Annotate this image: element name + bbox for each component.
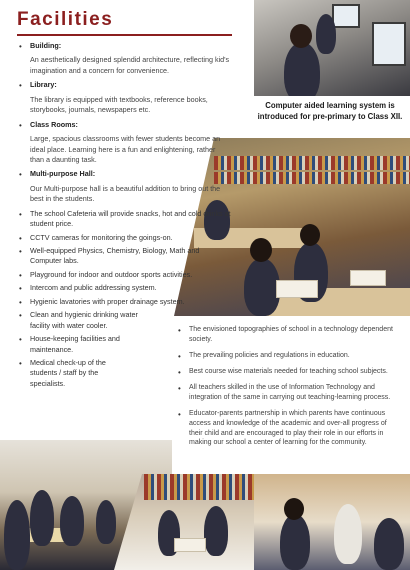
open-book [174, 538, 206, 552]
facility-text: Intercom and public addressing system. [30, 283, 157, 293]
student-head [250, 238, 272, 262]
bullet-icon: • [19, 297, 22, 307]
list-item [19, 297, 231, 307]
point-text: Educator-parents partnership in which parents have continuous access and knowledge of the academic and over-all progress of their child and are encouraged to play their role in our efforts in making our school a center of learning for the community. [189, 409, 387, 447]
facility-description: An aesthetically designed splendid architecture, reflecting kid's imagination and a concern for convenience. [30, 55, 230, 75]
facility-heading: Library: [30, 80, 57, 90]
student-head [300, 224, 320, 246]
science-lab-photo [254, 474, 410, 570]
teacher-figure [334, 504, 362, 564]
bookshelf-graphic [214, 172, 410, 184]
bullet-icon: • [178, 351, 181, 361]
student-figure [280, 514, 310, 570]
student-figure [4, 500, 30, 570]
bullet-icon: • [19, 170, 22, 180]
bullet-icon: • [178, 326, 181, 335]
student-figure [30, 490, 54, 546]
student-head [284, 498, 304, 520]
facility-text: Hygienic lavatories with proper drainage system. [30, 296, 185, 306]
bullet-icon: • [19, 247, 22, 256]
point-text: The prevailing policies and regulations in education. [189, 351, 350, 359]
open-book [276, 280, 318, 298]
facility-text: CCTV cameras for monitoring the goings-on. [30, 232, 173, 242]
student-figure [60, 496, 84, 546]
page-title: Facilities [17, 9, 114, 30]
student-figure [244, 258, 280, 316]
list-item [19, 246, 231, 267]
bullet-icon: • [178, 409, 181, 419]
open-book [350, 270, 386, 286]
facility-text: House-keeping facilities and maintenance. [30, 334, 120, 354]
facility-description: Large, spacious classrooms with fewer students become an ideal place. Learning here is a fun and enlightening, rather than a daunting task. [30, 134, 221, 164]
list-item [19, 283, 231, 293]
bullet-icon: • [19, 120, 22, 130]
list-item [178, 325, 400, 345]
title-underline [17, 34, 232, 36]
list-item [19, 209, 231, 230]
list-item [19, 41, 231, 76]
point-text: The envisioned topographies of school in a technology dependent society. [189, 326, 393, 343]
bullet-icon: • [19, 81, 22, 91]
list-item [178, 351, 400, 361]
student-figure [374, 518, 404, 570]
student-figure [316, 14, 336, 54]
bullet-icon: • [19, 311, 22, 321]
facility-heading: Class Rooms: [30, 119, 78, 129]
monitor-graphic [332, 4, 360, 28]
computer-lab-photo [254, 0, 410, 96]
facility-heading: Multi-purpose Hall: [30, 169, 96, 179]
student-figure [96, 500, 116, 544]
computer-learning-caption: Computer aided learning system is introduced for pre-primary to Class XII. [257, 101, 403, 121]
facility-description: The library is equipped with textbooks, reference books, storybooks, journals, newspapers etc. [30, 94, 208, 115]
bullet-icon: • [19, 358, 22, 368]
list-item [178, 383, 400, 403]
list-item [19, 358, 110, 389]
bullet-icon: • [19, 233, 22, 243]
facility-text: Medical check-up of the students / staff by the specialists. [30, 357, 106, 388]
list-item [19, 310, 150, 331]
list-item [19, 334, 130, 355]
list-item [178, 409, 400, 449]
point-text: Best course wise materials needed for teaching school subjects. [189, 367, 388, 375]
bookshelf-graphic [144, 474, 254, 500]
list-item [19, 233, 231, 243]
list-item [19, 80, 231, 115]
student-head [290, 24, 312, 48]
student-figure [284, 42, 320, 96]
student-figure [204, 506, 228, 556]
bullet-icon: • [178, 367, 181, 377]
list-item [19, 270, 231, 280]
facility-heading: Building: [30, 41, 62, 50]
bullet-icon: • [178, 383, 181, 393]
facility-text: Playground for indoor and outdoor sports activities. [30, 269, 193, 279]
bullet-icon: • [19, 335, 22, 345]
facility-description: Our Multi-purpose hall is a beautiful addition to bring out the best in the students. [30, 183, 221, 204]
facility-text: Clean and hygienic drinking water facility with water cooler. [30, 310, 138, 330]
bullet-icon: • [19, 209, 22, 219]
bullet-icon: • [19, 270, 22, 280]
point-text: All teachers skilled in the use of Information Technology and integration of the same in carrying out teaching-learning process. [189, 383, 391, 401]
bookshelf-graphic [214, 156, 410, 170]
bullet-icon: • [19, 42, 22, 51]
monitor-graphic [372, 22, 406, 66]
list-item [178, 367, 400, 377]
technology-points-list [178, 325, 400, 454]
list-item [19, 169, 231, 204]
list-item [19, 120, 231, 166]
facility-text: Well-equipped Physics, Chemistry, Biology, Math and Computer labs. [30, 246, 200, 266]
bullet-icon: • [19, 284, 22, 294]
facility-text: The school Cafeteria will provide snacks, hot and cold drinks at student price. [30, 208, 231, 229]
